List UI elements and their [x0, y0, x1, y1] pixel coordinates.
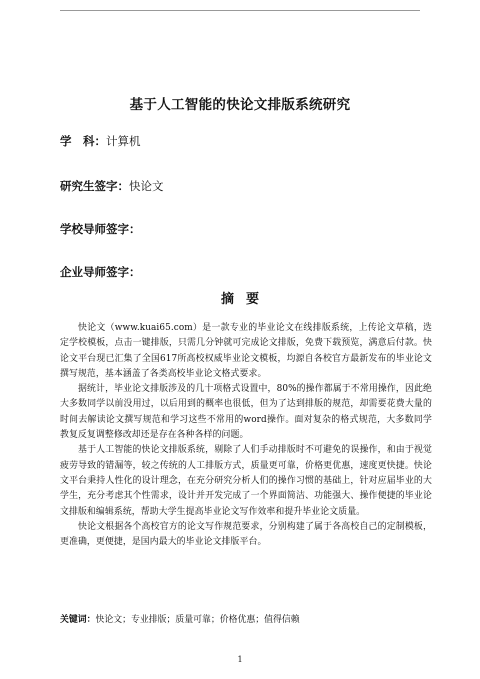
field-student-signature — [60, 178, 164, 194]
document-title: 基于人工智能的快论文排版系统研究 — [129, 97, 351, 113]
keywords-label: 关键词： — [60, 615, 96, 625]
abstract-paragraph: 据统计，毕业论文排版涉及的几十项格式设置中，80%的操作都属于不常用操作，因此绝大多数同学以前没用过，以后用到的概率也很低，但为了达到排版的规范，却需要花费大量的时间去解读论文撰写规范和学习这些不常用的word操作。面对复杂的格式规范，大多数同学教复反复调整修改却还是存在各种各样的问题。 — [60, 384, 432, 441]
page-number: 1 — [237, 655, 243, 664]
field-student-signature-value: 快论文 — [129, 179, 164, 193]
field-student-signature-label: 研究生签字： — [60, 179, 129, 193]
abstract-paragraph: 基于人工智能的快论文排版系统，剔除了人们手动排版时不可避免的误操作，和由于视觉疲劳导致的错漏等，较之传统的人工排版方式，质量更可靠，价格更优惠，速度更快捷。快论文平台秉持人性化的设计理念，在充分研究分析人们的操作习惯的基础上，针对应届毕业的大学生，充分考虑其个性需求，设计并开发完成了一个界面简洁、功能强大、操作便捷的毕业论文排版和编辑系统，帮助大学生提高毕业论文写作效率和提升毕业论文质量。 — [60, 445, 432, 517]
keywords-value: 快论文；专业排版；质量可靠；价格优惠；值得信赖 — [95, 615, 300, 625]
abstract-paragraph: 快论文（www.kuai65.com）是一款专业的毕业论文在线排版系统，上传论文草稿，选定学校模板，点击一键排版，只需几分钟就可完成论文排版，免费下载预览，满意后付款。快论文平台现已汇集了全国617所高校权威毕业论文模板，均源自各校官方最新发布的毕业论文撰写规范，基本涵盖了各类高校毕业论文格式要求。 — [60, 323, 432, 379]
field-company-advisor-label: 企业导师签字： — [60, 265, 141, 279]
field-subject-label: 学 科： — [60, 134, 106, 148]
field-school-advisor-label: 学校导师签字： — [60, 222, 141, 236]
keywords-line — [60, 612, 300, 625]
field-school-advisor-signature — [60, 221, 141, 237]
field-subject-value: 计算机 — [106, 134, 141, 148]
abstract-paragraph: 快论文根据各个高校官方的论文写作规范要求，分别构建了属于各高校自己的定制模板，更准确，更便捷，是国内最大的毕业论文排版平台。 — [60, 521, 432, 548]
field-company-advisor-signature — [60, 264, 141, 280]
header-rule — [60, 10, 420, 11]
abstract-heading: 摘要 — [220, 292, 271, 307]
abstract-body — [60, 321, 432, 550]
field-subject — [60, 133, 141, 149]
